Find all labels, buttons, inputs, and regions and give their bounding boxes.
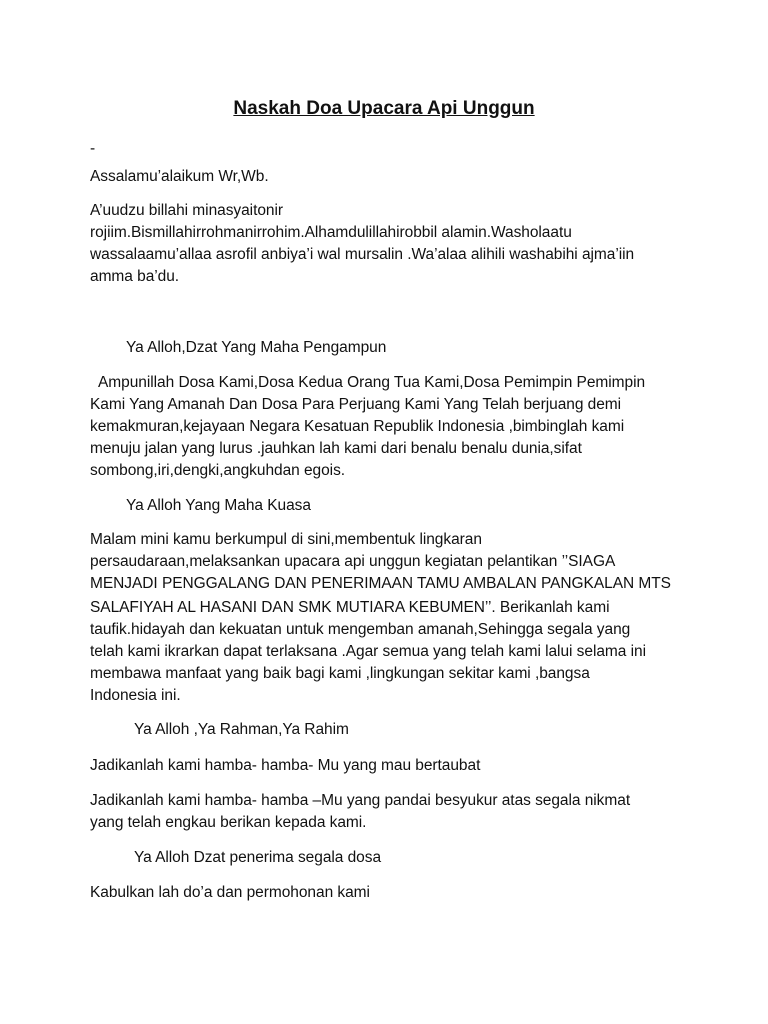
paragraph-line: menuju jalan yang lurus .jauhkan lah kami dari benalu benalu dunia,sifat bbox=[90, 440, 582, 457]
paragraph-line: SALAFIYAH AL HASANI DAN SMK MUTIARA KEBUMEN’’. Berikanlah kami bbox=[90, 599, 610, 616]
paragraph-line: Jadikanlah kami hamba- hamba –Mu yang pandai besyukur atas segala nikmat bbox=[90, 792, 631, 809]
paragraph-line: telah kami ikrarkan dapat terlaksana .Agar semua yang telah kami lalui selama ini bbox=[90, 643, 646, 660]
paragraph-line: membawa manfaat yang baik bagi kami ,lingkungan sekitar kami ,bangsa bbox=[90, 665, 590, 682]
greeting: Assalamu’alaikum Wr,Wb. bbox=[90, 168, 269, 185]
section-heading-kuasa: Ya Alloh Yang Maha Kuasa bbox=[126, 497, 311, 514]
paragraph-line: persaudaraan,melaksankan upacara api unggun kegiatan pelantikan ’’SIAGA bbox=[90, 553, 616, 570]
paragraph-line: MENJADI PENGGALANG DAN PENERIMAAN TAMU AMBALAN PANGKALAN MTS bbox=[90, 575, 671, 592]
paragraph-line: Indonesia ini. bbox=[90, 687, 181, 704]
paragraph-line: Ampunillah Dosa Kami,Dosa Kedua Orang Tua Kami,Dosa Pemimpin Pemimpin bbox=[98, 374, 646, 391]
paragraph-line: Kabulkan lah do’a dan permohonan kami bbox=[90, 884, 370, 901]
dash-mark: - bbox=[90, 140, 96, 157]
opening-line: wassalaamu’allaa asrofil anbiya’i wal mursalin .Wa’alaa alihili washabihi ajma’iin bbox=[90, 246, 635, 263]
document-title: Naskah Doa Upacara Api Unggun bbox=[233, 98, 535, 119]
section-heading-dosa: Ya Alloh Dzat penerima segala dosa bbox=[134, 849, 382, 866]
paragraph-line: kemakmuran,kejayaan Negara Kesatuan Republik Indonesia ,bimbinglah kami bbox=[90, 418, 625, 435]
paragraph-line: sombong,iri,dengki,angkuhdan egois. bbox=[90, 462, 346, 479]
paragraph-line: Malam mini kamu berkumpul di sini,membentuk lingkaran bbox=[90, 531, 482, 548]
opening-line: A’uudzu billahi minasyaitonir bbox=[90, 202, 283, 219]
paragraph-line: yang telah engkau berikan kepada kami. bbox=[90, 814, 367, 831]
section-heading-pengampun: Ya Alloh,Dzat Yang Maha Pengampun bbox=[126, 339, 387, 356]
section-heading-rahman: Ya Alloh ,Ya Rahman,Ya Rahim bbox=[134, 721, 349, 738]
opening-line: rojiim.Bismillahirrohmanirrohim.Alhamdulillahirobbil alamin.Washolaatu bbox=[90, 224, 572, 241]
opening-line: amma ba’du. bbox=[90, 268, 180, 285]
paragraph-line: Jadikanlah kami hamba- hamba- Mu yang mau bertaubat bbox=[90, 757, 481, 774]
paragraph-line: taufik.hidayah dan kekuatan untuk mengemban amanah,Sehingga segala yang bbox=[90, 621, 631, 638]
paragraph-line: Kami Yang Amanah Dan Dosa Para Perjuang Kami Yang Telah berjuang demi bbox=[90, 396, 622, 413]
